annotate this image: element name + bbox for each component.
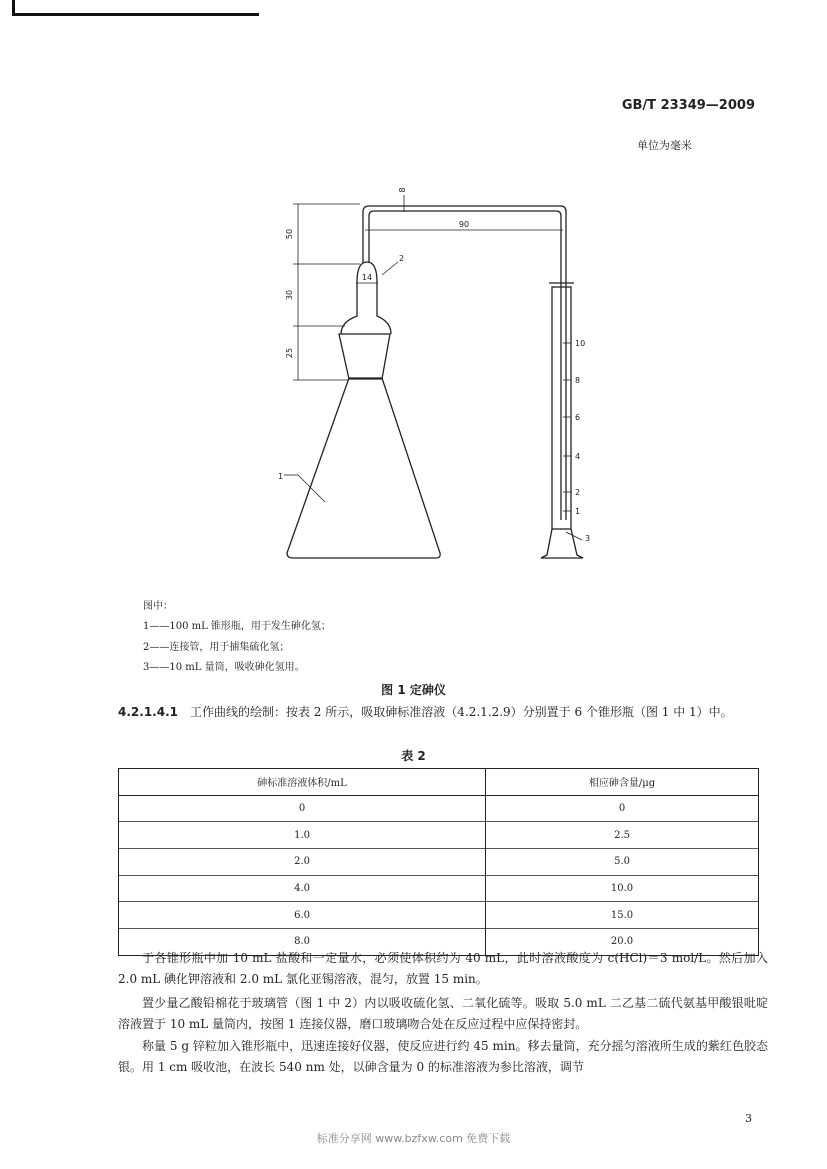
dim-8: 8 <box>398 187 407 193</box>
col-header-volume: 砷标准溶液体积/mL <box>119 769 486 796</box>
cell-volume: 1.0 <box>119 822 486 849</box>
callout-2: 2 <box>399 254 405 263</box>
ground-glass-stopper <box>339 334 390 379</box>
scale-1: 1 <box>575 507 581 516</box>
legend-title: 图中： <box>143 601 173 612</box>
standard-number: GB/T 23349—2009 <box>621 98 755 113</box>
cell-content: 10.0 <box>486 875 759 902</box>
unit-note: 单位为毫米 <box>637 139 692 152</box>
table-row <box>119 902 759 929</box>
cell-volume: 8.0 <box>119 929 486 956</box>
table-row <box>119 849 759 876</box>
legend-item-3: 3——10 mL 量筒，吸收砷化氢用。 <box>143 662 305 673</box>
scale-6: 6 <box>575 413 581 422</box>
legend-item-2: 2——连接管，用于捕集硫化氢； <box>143 642 290 653</box>
paragraph-4: 称量 5 g 锌粒加入锥形瓶中，迅速连接好仪器，使反应进行约 45 min。移去量筒，充分摇匀溶液所生成的紫红色胶态银。用 1 cm 吸收池，在波长 540 nm 处，以砷含量为 0 的标准溶液为参比溶液，调节 <box>118 1039 768 1074</box>
delivery-tube <box>363 206 566 520</box>
cell-volume: 6.0 <box>119 902 486 929</box>
cell-volume: 4.0 <box>119 875 486 902</box>
page-number: 3 <box>745 1112 752 1125</box>
watermark-footer: 标准分享网 www.bzfxw.com 免费下载 <box>316 1132 511 1145</box>
col-header-content: 相应砷含量/μg <box>486 769 759 796</box>
cylinder-base <box>541 529 583 558</box>
dim-25: 25 <box>285 347 294 359</box>
table-2 <box>118 768 759 956</box>
table-row <box>119 875 759 902</box>
legend-item-1: 1——100 mL 锥形瓶，用于发生砷化氢； <box>143 621 331 632</box>
scale-8: 8 <box>575 376 581 385</box>
clause-text: 工作曲线的绘制：按表 2 所示，吸取砷标准溶液（4.2.1.2.9）分别置于 6 个锥形瓶（图 1 中 1）中。 <box>189 705 733 719</box>
cell-content: 0 <box>486 795 759 822</box>
clause-number: 4.2.1.4.1 <box>118 705 178 719</box>
figure-caption: 图 1 定砷仪 <box>381 683 446 697</box>
dim-50: 50 <box>285 228 294 240</box>
cell-volume: 2.0 <box>119 849 486 876</box>
table-header-row <box>119 769 759 796</box>
cell-content: 5.0 <box>486 849 759 876</box>
clause-4-2-1-4-1 <box>118 702 768 723</box>
dim-30: 30 <box>285 289 294 301</box>
paragraph-3: 置少量乙酸铅棉花于玻璃管（图 1 中 2）内以吸收硫化氢、二氧化硫等。吸取 5.0 mL 二乙基二硫代氨基甲酸银吡啶溶液置于 10 mL 量筒内，按图 1 连接仪器，磨口玻璃吻合处在反应过程中应保持密封。 <box>118 996 768 1031</box>
scale-10: 10 <box>575 339 586 348</box>
conical-flask <box>287 378 440 558</box>
callout-1: 1 <box>278 472 284 481</box>
dim-90: 90 <box>458 220 470 229</box>
callout-3: 3 <box>585 534 591 543</box>
cell-content: 15.0 <box>486 902 759 929</box>
dim-14: 14 <box>361 273 373 282</box>
table-caption: 表 2 <box>401 749 426 763</box>
scale-4: 4 <box>575 452 581 461</box>
table-row <box>119 795 759 822</box>
table-row <box>119 822 759 849</box>
cell-content: 20.0 <box>486 929 759 956</box>
cell-content: 2.5 <box>486 822 759 849</box>
cell-volume: 0 <box>119 795 486 822</box>
scale-2: 2 <box>575 488 581 497</box>
paragraph-2: 于各锥形瓶中加 10 mL 盐酸和一定量水，必须使体积约为 40 mL，此时溶液酸度为 c(HCl)＝3 mol/L。然后加入 2.0 mL 碘化钾溶液和 2.0 mL 氯化亚锡溶液，混匀，放置 15 min。 <box>118 951 768 986</box>
